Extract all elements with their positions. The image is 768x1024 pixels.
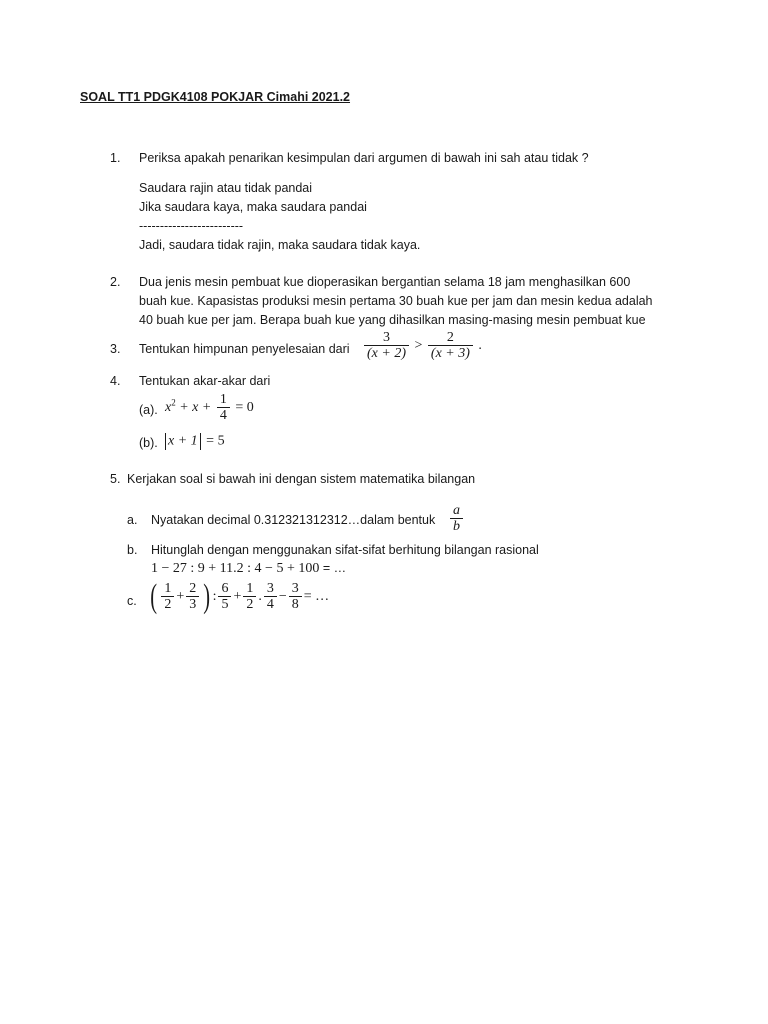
q4-a-numerator: 1 <box>219 392 227 407</box>
q5-c-label: c. <box>127 594 137 608</box>
q4-text: Tentukan akar-akar dari <box>139 374 271 388</box>
q5-c-fraction-1 <box>161 581 174 613</box>
q5-c-fraction-4 <box>243 581 256 613</box>
q3-rhs-numerator: 2 <box>446 330 454 345</box>
q4-a-middle-terms: + x + <box>179 400 212 416</box>
q5-b-end: = … <box>322 561 347 575</box>
q4-a-rhs: = 0 <box>235 400 254 416</box>
q5-b-expression <box>151 561 346 577</box>
q5-c-f6-numerator: 3 <box>291 581 299 596</box>
q1-premise-2: Jika saudara kaya, maka saudara pandai <box>139 200 367 214</box>
q3-operator: > <box>414 338 423 354</box>
q5-c-dot: . <box>258 589 262 605</box>
q4-a-denominator: 4 <box>217 407 230 424</box>
q5-c-minus: − <box>278 589 287 605</box>
q5-c-expression <box>148 580 329 614</box>
q3-period: . <box>478 338 482 354</box>
q4-a-equation <box>165 392 254 424</box>
q5-a-denominator: b <box>450 518 463 535</box>
q2-line-3: 40 buah kue per jam. Berapa buah kue yang dihasilkan masing-masing mesin pembuat kue <box>139 313 646 327</box>
q5-number: 5. <box>110 472 121 486</box>
q5-b-text: Hitunglah dengan menggunakan sifat-sifat berhitung bilangan rasional <box>151 543 539 557</box>
q5-c-fraction-5 <box>264 581 277 613</box>
q4-a-variable: x <box>165 400 172 416</box>
left-paren: ( <box>150 578 158 615</box>
q4-number: 4. <box>110 374 121 388</box>
q5-a-text: Nyatakan decimal 0.312321312312…dalam bentuk <box>151 513 436 527</box>
q1-text: Periksa apakah penarikan kesimpulan dari argumen di bawah ini sah atau tidak ? <box>139 151 589 165</box>
q5-c-f1-denominator: 2 <box>161 596 174 613</box>
q5-c-fraction-6 <box>289 581 302 613</box>
q3-inequality <box>362 330 482 362</box>
q3-rhs-fraction <box>428 330 473 362</box>
q5-c-plus-1: + <box>176 589 185 605</box>
q1-separator: ------------------------- <box>139 219 244 233</box>
q1-number: 1. <box>110 151 121 165</box>
q5-text: Kerjakan soal si bawah ini dengan sistem matematika bilangan <box>127 472 476 486</box>
q5-c-f4-denominator: 2 <box>243 596 256 613</box>
q2-number: 2. <box>110 275 121 289</box>
q5-a-fraction-wrap <box>448 503 465 535</box>
q4-a-label: (a). <box>139 403 158 417</box>
q5-a-label: a. <box>127 513 138 527</box>
q4-b-rhs: = 5 <box>206 433 225 449</box>
q2-line-2: buah kue. Kapasistas produksi mesin pertama 30 buah kue per jam dan mesin kedua adalah <box>139 294 653 308</box>
q5-c-f2-denominator: 3 <box>186 596 199 613</box>
q1-conclusion: Jadi, saudara tidak rajin, maka saudara tidak kaya. <box>139 238 421 252</box>
q3-lhs-numerator: 3 <box>383 330 390 345</box>
q5-b-label: b. <box>127 543 138 557</box>
right-paren: ) <box>203 578 211 615</box>
abs-bar-right <box>200 433 201 450</box>
q4-a-exponent: 2 <box>171 397 176 408</box>
q1-premise-1: Saudara rajin atau tidak pandai <box>139 181 313 195</box>
q5-c-f5-denominator: 4 <box>264 596 277 613</box>
q5-c-f5-numerator: 3 <box>266 581 274 596</box>
abs-bar-left <box>165 433 166 450</box>
q5-c-fraction-2 <box>186 581 199 613</box>
q5-c-f3-numerator: 6 <box>221 581 229 596</box>
q4-b-equation <box>163 433 225 450</box>
q5-c-end: = … <box>303 589 330 605</box>
q2-line-1: Dua jenis mesin pembuat kue dioperasikan bergantian selama 18 jam menghasilkan 600 <box>139 275 631 289</box>
q5-c-f4-numerator: 1 <box>246 581 254 596</box>
q3-number: 3. <box>110 342 121 356</box>
document-title: SOAL TT1 PDGK4108 POKJAR Cimahi 2021.2 <box>80 90 351 104</box>
q3-lhs-fraction <box>364 330 409 362</box>
q3-lhs-denominator: (x + 2) <box>364 345 409 362</box>
q3-rhs-denominator: (x + 3) <box>428 345 473 362</box>
q4-a-fraction <box>217 392 230 424</box>
q5-a-fraction <box>450 503 463 535</box>
q5-c-f6-denominator: 8 <box>289 596 302 613</box>
q4-b-inner: x + 1 <box>168 433 198 449</box>
q5-c-fraction-3 <box>218 581 231 613</box>
q5-c-plus-2: + <box>233 589 242 605</box>
q4-b-label: (b). <box>139 436 158 450</box>
q5-c-f3-denominator: 5 <box>218 596 231 613</box>
q5-b-expr: 1 − 27 : 9 + 11.2 : 4 − 5 + 100 <box>151 561 320 576</box>
q3-text: Tentukan himpunan penyelesaian dari <box>139 342 350 356</box>
q5-a-numerator: a <box>453 503 460 518</box>
q5-c-f2-numerator: 2 <box>189 581 197 596</box>
q5-c-f1-numerator: 1 <box>164 581 172 596</box>
q5-c-colon: : <box>212 589 217 605</box>
